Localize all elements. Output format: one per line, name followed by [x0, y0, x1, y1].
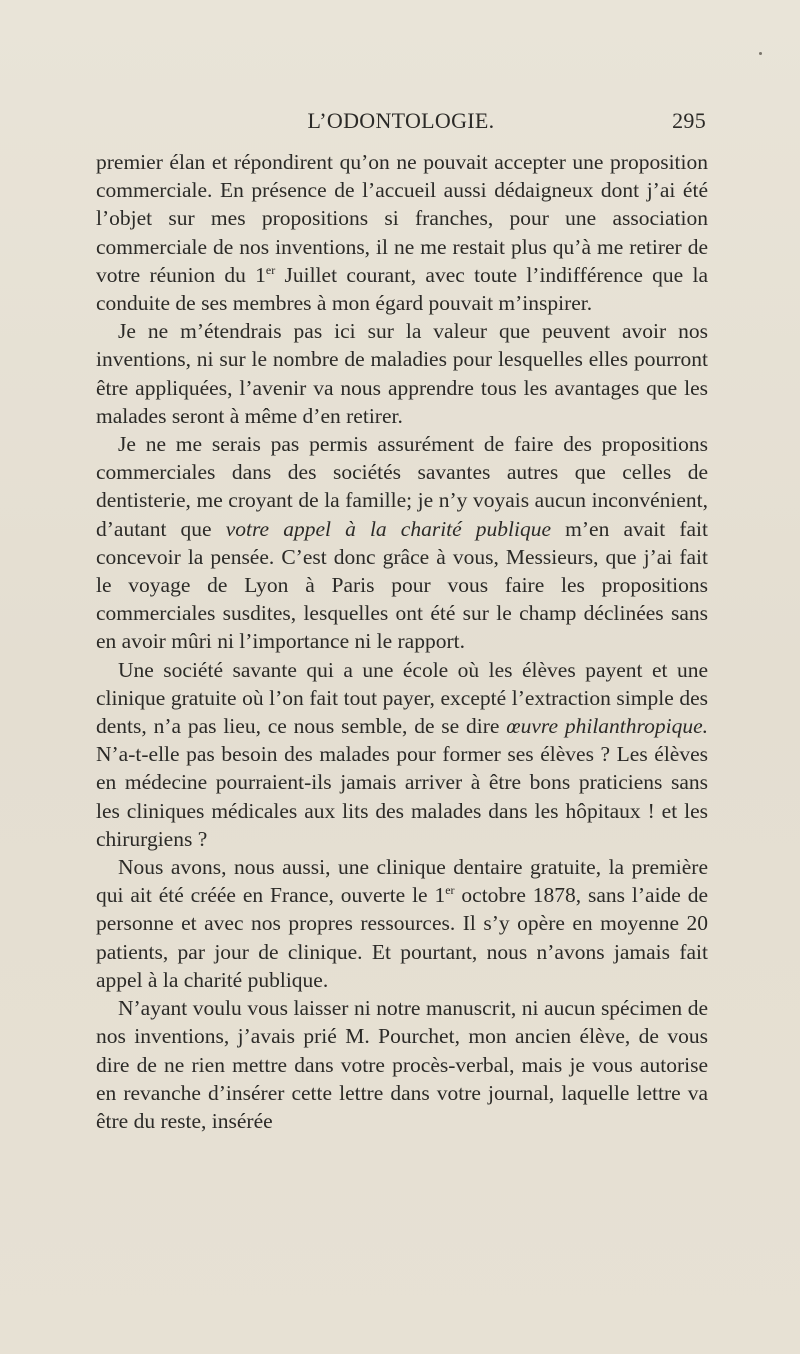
text-run: N’a-t-elle pas besoin des malades pour former ses élèves ? Les élèves en médecine pourraient-ils jamais arriver à être bons praticiens sans les cliniques médicales aux lits des malades dans les hôpitaux ! et les chirurgiens ? [96, 742, 708, 851]
page-number: 295 [672, 108, 706, 133]
text-run: N’ayant voulu vous laisser ni notre manuscrit, ni aucun spécimen de nos inventions, j’avais prié M. Pourchet, mon ancien élève, de vous dire de ne rien mettre dans votre procès-verbal, mais je vous autorise en revanche d’insérer cette lettre dans votre journal, laquelle lettre va être du reste, insérée [96, 996, 708, 1133]
paragraph [96, 430, 708, 656]
text-run: Je ne m’étendrais pas ici sur la valeur que peuvent avoir nos inventions, ni sur le nombre de maladies pour lesquelles elles pourront être appliquées, l’avenir va nous apprendre tous les avantages que les malades seront à même d’en retirer. [96, 319, 708, 428]
running-header [96, 108, 706, 138]
paragraph [96, 994, 708, 1135]
text-run: premier élan et répondirent qu’on ne pouvait accepter une proposition commerciale. En présence de l’accueil aussi dédaigneux dont j’ai été l’objet sur mes propositions si franches, pour une association commerciale de nos inventions, il ne me restait plus qu’à me retirer de votre réunion du 1 [96, 150, 708, 287]
journal-title: L’ODONTOLOGIE. [307, 108, 495, 133]
paragraph [96, 656, 708, 853]
superscript: er [265, 262, 276, 277]
text-run: Nous avons, nous aussi, une clinique dentaire gratuite, la première qui ait été créée en France, ouverte le 1 [96, 855, 708, 908]
paper-speck [759, 52, 762, 55]
text-run: Juillet courant, avec toute l’indifférence que la conduite de ses membres à mon égard pouvait m’inspirer. [96, 262, 708, 316]
body-text [96, 148, 708, 1135]
superscript: er [445, 883, 455, 898]
paragraph [96, 853, 708, 994]
text-run: Une société savante qui a une école où les élèves payent et une clinique gratuite où l’on fait tout payer, excepté l’extraction simple des dents, n’a pas lieu, ce nous semble, de se dire [96, 657, 708, 739]
text-run: m’en avait fait concevoir la pensée. C’est donc grâce à vous, Messieurs, que j’ai fait le voyage de Lyon à Paris pour vous faire les propositions commerciales susdites, lesquelles ont été sur le champ déclinées sans en avoir mûri ni l’importance ni le rapport. [96, 516, 708, 654]
text-run: octobre 1878, sans l’aide de personne et avec nos propres ressources. Il s’y opère en moyenne 20 patients, par jour de clinique. Et pourtant, nous n’avons jamais fait appel à la charité publique. [96, 883, 709, 992]
italic-phrase: votre appel à la charité publique [225, 516, 552, 541]
italic-phrase: œuvre philanthropique. [506, 714, 708, 739]
continued-paragraph [96, 148, 708, 317]
paragraph [96, 317, 708, 430]
text-run: Je ne me serais pas permis assurément de faire des propositions commerciales dans des sociétés savantes autres que celles de dentisterie, me croyant de la famille; je n’y voyais aucun inconvénient, d’autant que [96, 432, 708, 541]
